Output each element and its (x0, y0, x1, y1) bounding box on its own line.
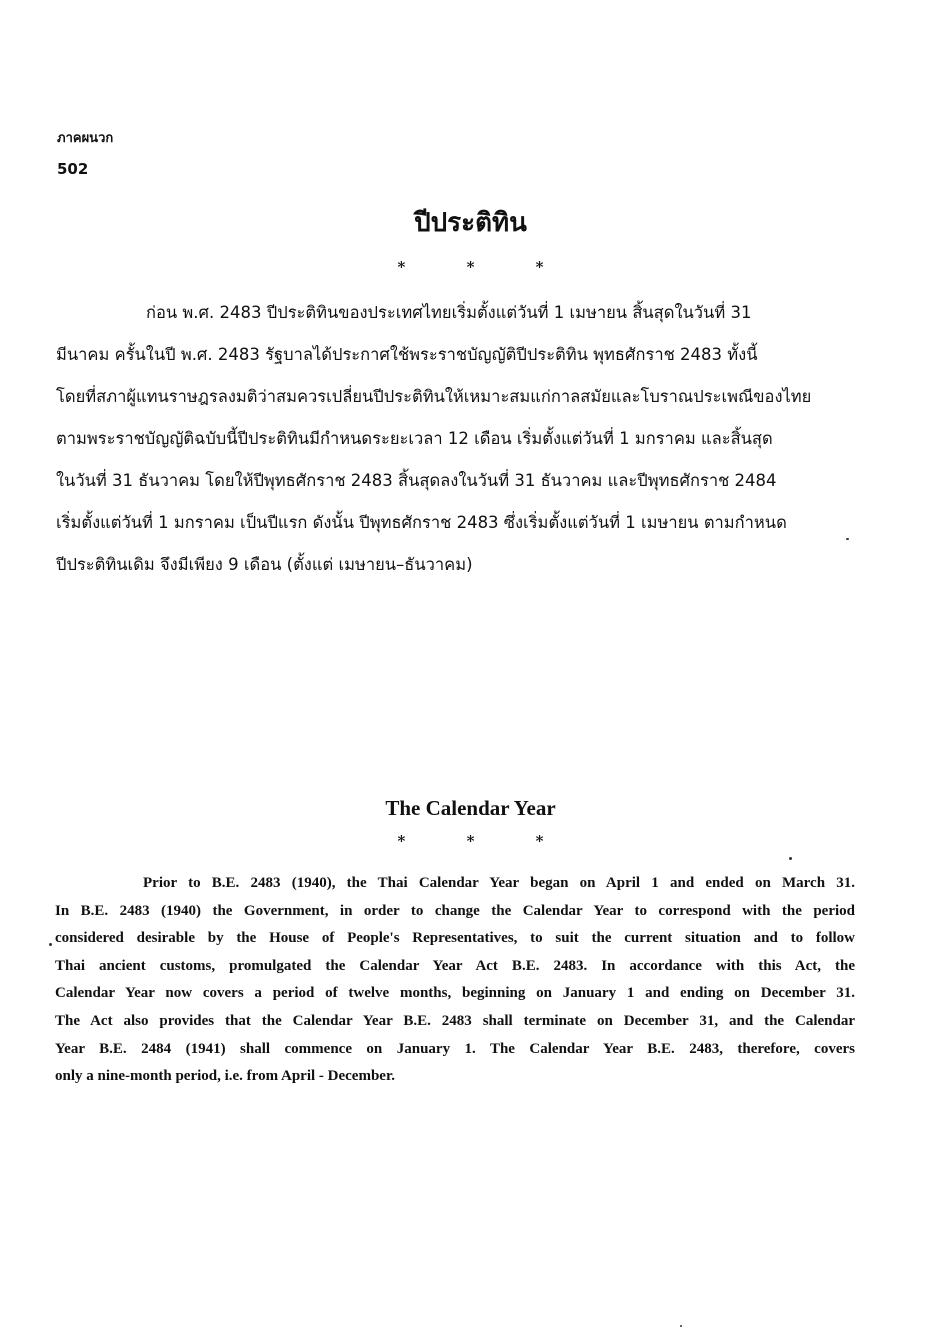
english-paragraph (55, 870, 855, 1091)
scan-speck (846, 538, 849, 540)
thai-title: ปีประติทิน (414, 208, 527, 238)
english-line: Year B.E. 2484 (1941) shall commence on January 1. The Calendar Year B.E. 2483, therefore, covers (55, 1040, 855, 1057)
section-label: ภาคผนวก (57, 131, 114, 146)
english-line: In B.E. 2483 (1940) the Government, in order to change the Calendar Year to correspond with the period (55, 902, 855, 919)
english-line: Prior to B.E. 2483 (1940), the Thai Calendar Year began on April 1 and ended on March 31. (143, 875, 855, 891)
scan-speck (49, 943, 52, 946)
thai-line: มีนาคม ครั้นในปี พ.ศ. 2483 รัฐบาลได้ประกาศใช้พระราชบัญญัติปีประติทิน พุทธศักราช 2483 ทั้งนี้ (56, 345, 758, 364)
english-line: The Act also provides that the Calendar Year B.E. 2483 shall terminate on December 31, and the Calendar (55, 1012, 855, 1029)
thai-line: ในวันที่ 31 ธันวาคม โดยให้ปีพุทธศักราช 2483 สิ้นสุดลงในวันที่ 31 ธันวาคม และปีพุทธศักราช 2484 (56, 471, 777, 490)
english-line: Thai ancient customs, promulgated the Calendar Year Act B.E. 2483. In accordance with this Act, the (55, 957, 855, 974)
scan-speck (789, 857, 792, 860)
thai-line: ปีประติทินเดิม จึงมีเพียง 9 เดือน (ตั้งแต่ เมษายน–ธันวาคม) (56, 555, 473, 574)
english-title: The Calendar Year (385, 796, 556, 820)
english-separator: * * * (397, 832, 572, 850)
thai-line: ตามพระราชบัญญัติฉบับนี้ปีประติทินมีกำหนดระยะเวลา 12 เดือน เริ่มตั้งแต่วันที่ 1 มกราคม และสิ้นสุด (56, 429, 773, 448)
english-line: considered desirable by the House of People's Representatives, to suit the current situation and to follow (55, 930, 855, 947)
thai-line: ก่อน พ.ศ. 2483 ปีประติทินของประเทศไทยเริ่มตั้งแต่วันที่ 1 เมษายน สิ้นสุดในวันที่ 31 (146, 303, 752, 322)
thai-separator: * * * (397, 258, 572, 276)
page-number: 502 (57, 160, 89, 178)
thai-line: โดยที่สภาผู้แทนราษฎรลงมติว่าสมควรเปลี่ยนปีประติทินให้เหมาะสมแก่กาลสมัยและโบราณประเพณีของไทย (56, 387, 812, 406)
english-line: only a nine-month period, i.e. from April - December. (55, 1068, 395, 1085)
thai-paragraph (56, 292, 856, 586)
scan-speck (680, 1325, 682, 1327)
thai-line: เริ่มตั้งแต่วันที่ 1 มกราคม เป็นปีแรก ดังนั้น ปีพุทธศักราช 2483 ซึ่งเริ่มตั้งแต่วันที่ 1 เมษายน ตามกำหนด (56, 513, 787, 532)
english-line: Calendar Year now covers a period of twelve months, beginning on January 1 and ending on December 31. (55, 985, 855, 1002)
